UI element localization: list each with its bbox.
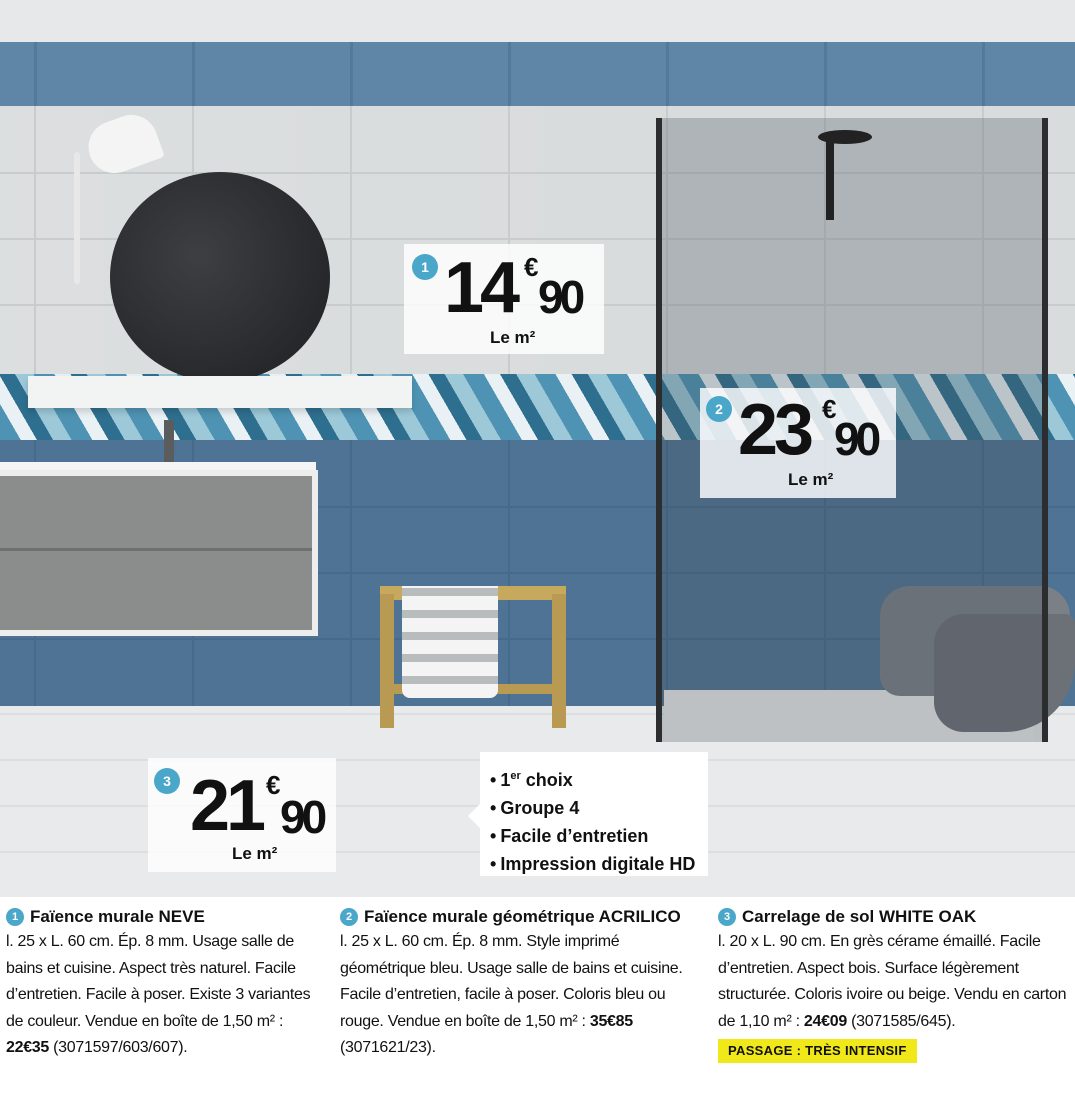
product-1-description	[6, 905, 324, 1062]
towel	[402, 586, 498, 698]
badge-3-icon: 3	[154, 768, 180, 794]
number-3-icon: 3	[718, 908, 736, 926]
badge-1-icon: 1	[412, 254, 438, 280]
product-3-description	[718, 905, 1070, 1063]
wall-shelf	[28, 376, 412, 408]
number-2-icon: 2	[340, 908, 358, 926]
product-3-title: 3 Carrelage de sol WHITE OAK	[718, 905, 1070, 929]
price-1: 14 € 90	[444, 248, 582, 328]
callout-pointer	[468, 804, 480, 828]
blue-tile-band	[0, 42, 1075, 106]
price-2: 23 € 90	[738, 390, 878, 470]
product-1-title: 1 Faïence murale NEVE	[6, 905, 324, 929]
shower-head	[818, 130, 872, 144]
badge-2-icon: 2	[706, 396, 732, 422]
feature-item: • 1er choix	[490, 770, 573, 790]
feature-item: • Facile d’entretien	[490, 826, 649, 846]
product-1-body: l. 25 x L. 60 cm. Ép. 8 mm. Usage salle de bains et cuisine. Aspect très naturel. Facile d’entretien. Facile à poser. Existe 3 variantes de couleur. Vendue en boîte de 1,50 m² : 22€35 (3071597/603/607).	[6, 933, 311, 1056]
price-3-unit: Le m²	[232, 844, 278, 863]
product-2-description	[340, 905, 694, 1062]
feature-item: • Impression digitale HD	[490, 854, 696, 874]
price-3: 21 € 90	[190, 766, 324, 846]
wall-top	[0, 0, 1075, 42]
product-3-body: l. 20 x L. 90 cm. En grès cérame émaillé. Facile d’entretien. Aspect bois. Surface légèrement structurée. Coloris ivoire ou beige. Vendu en carton de 1,10 m² : 24€09 (3071585/645).	[718, 933, 1067, 1030]
vanity-cabinet	[0, 470, 318, 636]
product-2-body: l. 25 x L. 60 cm. Ép. 8 mm. Style imprimé géométrique bleu. Usage salle de bains et cuisine. Facile d’entretien, facile à poser. Coloris bleu ou rouge. Vendue en boîte de 1,50 m² : 35€85 (3071621/23).	[340, 933, 683, 1056]
round-mirror	[110, 172, 330, 382]
price-tag-3	[148, 758, 336, 872]
features-callout	[480, 752, 708, 876]
traffic-rating-tag: PASSAGE : TRÈS INTENSIF	[718, 1039, 917, 1063]
price-tag-2	[700, 388, 896, 498]
price-1-unit: Le m²	[490, 328, 536, 347]
faucet	[164, 420, 174, 466]
number-1-icon: 1	[6, 908, 24, 926]
price-tag-1	[404, 244, 604, 354]
features-list	[480, 752, 708, 878]
wall-lamp	[74, 152, 80, 284]
shower-pipe	[826, 140, 834, 220]
price-2-unit: Le m²	[788, 470, 834, 489]
product-2-title: 2 Faïence murale géométrique ACRILICO	[340, 905, 694, 929]
feature-item: • Groupe 4	[490, 798, 580, 818]
